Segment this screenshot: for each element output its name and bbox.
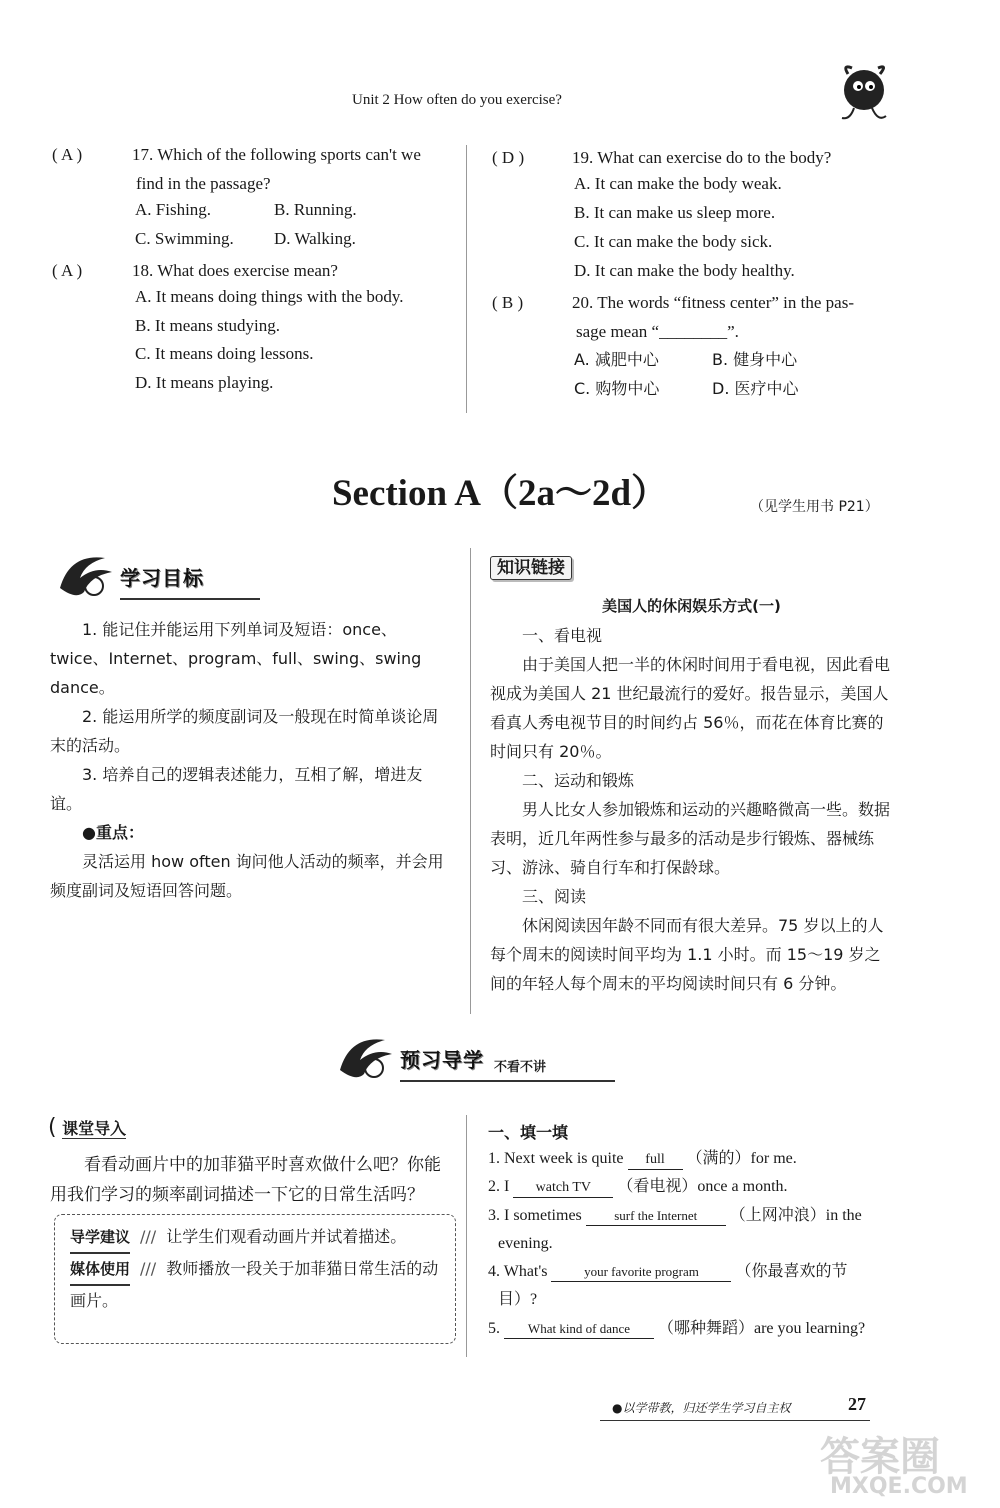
option: D. Walking. <box>274 229 356 248</box>
fill-item-1 <box>488 1145 898 1173</box>
fill-item-3 <box>488 1202 898 1230</box>
fill-pre: 2. I <box>488 1178 510 1195</box>
fill-pre: 5. <box>488 1320 500 1337</box>
option: B. 健身中心 <box>712 350 798 369</box>
article-title: 美国人的休闲娱乐方式(一) <box>602 597 781 615</box>
watermark-url: MXQE.COM <box>830 1474 968 1499</box>
option: C. It means doing lessons. <box>135 344 314 363</box>
option: D. It means playing. <box>135 373 274 392</box>
objectives-title: 学习目标 <box>120 565 204 590</box>
fill-item-3-cont: evening. <box>498 1235 553 1252</box>
fill-pre: 1. Next week is quite <box>488 1150 624 1167</box>
teaching-tips <box>70 1222 442 1316</box>
fill-post: （满的）for me. <box>686 1150 797 1167</box>
article-paragraph: 休闲阅读因年龄不同而有很大差异。75 岁以上的人每个周末的阅读时间平均为 1.1 小时。而 15～19 岁之间的年轻人每个周末的平均阅读时间只有 6 分钟。 <box>490 916 884 993</box>
bracket-icon: ( <box>48 1115 57 1140</box>
fill-blank: your favorite program <box>551 1263 731 1282</box>
knowledge-tag <box>490 553 572 578</box>
option: B. It means studying. <box>135 316 280 335</box>
fill-post: （你最喜欢的节 <box>735 1263 848 1280</box>
question-20 <box>492 288 902 346</box>
question-text: 17. Which of the following sports can't we <box>132 145 421 164</box>
question-text: 19. What can exercise do to the body? <box>572 148 832 167</box>
objective-item: 3. 培养自己的逻辑表述能力，互相了解，增进友谊。 <box>50 765 423 813</box>
key-point-label: ●重点： <box>82 823 144 842</box>
footer-rule <box>600 1420 870 1421</box>
intro-label: 课堂导入 <box>62 1119 127 1138</box>
option: D. It can make the body healthy. <box>574 261 795 280</box>
question-text: 20. The words “fitness center” in the pas- <box>572 293 854 312</box>
mascot-icon <box>828 60 898 126</box>
page-number: 27 <box>848 1394 866 1414</box>
answer: ( D ) <box>492 148 525 167</box>
option: B. Running. <box>274 200 357 219</box>
question-19 <box>492 143 902 172</box>
answer: ( A ) <box>52 145 83 164</box>
answer: ( A ) <box>52 261 83 280</box>
watermark-logo: 答案圈 <box>820 1434 940 1480</box>
intro-text <box>50 1150 455 1210</box>
article-heading: 三、阅读 <box>522 887 587 906</box>
preview-banner <box>330 1030 630 1086</box>
fill-blank: What kind of dance <box>504 1320 654 1339</box>
question-text-cont: sage mean “________”. <box>576 322 739 341</box>
fill-blank: watch TV <box>513 1179 613 1198</box>
answer: ( B ) <box>492 293 524 312</box>
question-text-cont: find in the passage? <box>136 174 271 193</box>
option: D. 医疗中心 <box>712 379 799 398</box>
fill-blank: surf the Internet <box>586 1207 726 1226</box>
swirl-icon <box>330 1030 400 1086</box>
article-paragraph: 由于美国人把一半的休闲时间用于看电视，因此看电视成为美国人 21 世纪最流行的爱好。报告显示，美国人看真人秀电视节目的时间约占 56％，而花在体育比赛的时间只有 20％。 <box>490 655 891 761</box>
tip-label: 导学建议 <box>70 1222 130 1254</box>
option: C. It can make the body sick. <box>574 232 773 251</box>
intro-label-wrap <box>48 1115 126 1140</box>
preview-title: 预习导学 <box>400 1047 484 1072</box>
article-heading: 二、运动和锻炼 <box>522 771 635 790</box>
key-point-text: 灵活运用 how often 询问他人活动的频率，并会用频度副词及短语回答问题。 <box>50 852 444 900</box>
fill-item-5 <box>488 1315 908 1343</box>
swirl-icon <box>50 548 120 604</box>
question-18 <box>52 256 462 285</box>
objectives-list <box>50 615 453 905</box>
option: B. It can make us sleep more. <box>574 203 776 222</box>
fill-pre: 4. What's <box>488 1263 548 1280</box>
objective-item: 2. 能运用所学的频度副词及一般现在时简单谈论周末的活动。 <box>50 707 439 755</box>
fill-post: （看电视）once a month. <box>617 1178 788 1195</box>
banner-underline <box>120 598 260 600</box>
slash-icon: /// <box>140 1227 157 1246</box>
article-paragraph: 男人比女人参加锻炼和运动的兴趣略微高一些。数据表明，近几年两性参与最多的活动是步行锻炼、器械练习、游泳、骑自行车和打保龄球。 <box>490 800 891 877</box>
objective-item: 1. 能记住并能运用下列单词及短语：once、twice、Internet、program、full、swing、swing dance。 <box>50 620 422 697</box>
knowledge-tag-label: 知识链接 <box>490 556 572 580</box>
tip-text: 教师播放一段关于加菲猫日常生活的动画片。 <box>70 1259 439 1310</box>
banner-underline <box>400 1080 615 1082</box>
textbook-reference: （见学生用书 P21） <box>750 499 879 515</box>
option: A. 减肥中心 <box>574 350 659 369</box>
running-head: Unit 2 How often do you exercise? <box>352 92 562 108</box>
intro-paragraph: 看看动画片中的加菲猫平时喜欢做什么吧？你能用我们学习的频率副词描述一下它的日常生活吗？ <box>50 1155 441 1205</box>
fill-post: （上网冲浪）in the <box>729 1207 862 1224</box>
fill-post: （哪种舞蹈）are you learning? <box>658 1320 866 1337</box>
column-divider <box>466 1115 467 1357</box>
preview-subtitle: 不看不讲 <box>494 1059 547 1075</box>
option: A. It means doing things with the body. <box>135 287 404 306</box>
question-17 <box>52 140 462 198</box>
tip-label: 媒体使用 <box>70 1254 130 1286</box>
column-divider <box>466 145 467 413</box>
objectives-banner <box>50 548 270 604</box>
question-text: 18. What does exercise mean? <box>132 261 338 280</box>
section-title: Section A（2a～2d） <box>331 473 669 514</box>
option: A. It can make the body weak. <box>574 174 782 193</box>
fill-item-4-cont: 目）? <box>498 1291 538 1308</box>
fill-heading: 一、填一填 <box>488 1123 569 1142</box>
tip-text: 让学生们观看动画片并试着描述。 <box>166 1227 407 1246</box>
slash-icon: /// <box>140 1259 157 1278</box>
option: A. Fishing. <box>135 200 212 219</box>
fill-item-2 <box>488 1173 898 1201</box>
fill-blank: full <box>628 1151 683 1170</box>
column-divider <box>470 548 471 1014</box>
footer-slogan: ●以学带教，归还学生学习自主权 <box>612 1401 791 1415</box>
option: C. 购物中心 <box>574 379 660 398</box>
fill-item-4 <box>488 1258 898 1286</box>
article-heading: 一、看电视 <box>522 626 603 645</box>
option: C. Swimming. <box>135 229 234 248</box>
fill-pre: 3. I sometimes <box>488 1207 582 1224</box>
knowledge-article <box>490 592 893 998</box>
